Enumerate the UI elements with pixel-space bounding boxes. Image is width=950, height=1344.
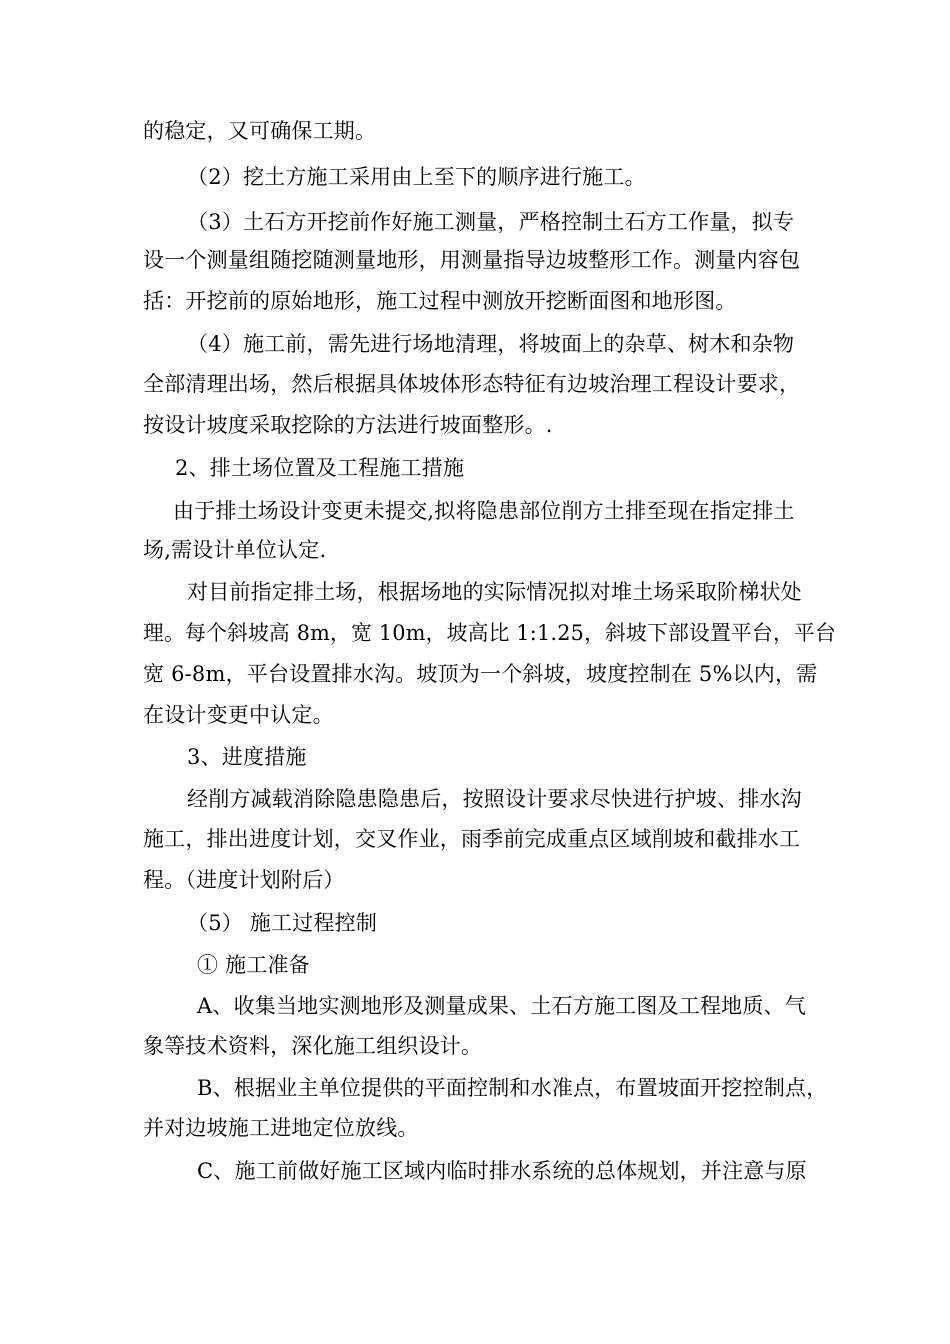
text-line: C、施工前做好施工区域内临时排水系统的总体规划，并注意与原 [197,1159,807,1183]
text-line: 在设计变更中认定。 [143,703,334,727]
text-line: 施工，排出进度计划，交叉作业，雨季前完成重点区域削坡和截排水工 [143,827,801,851]
text-line: 的稳定，又可确保工期。 [143,119,377,143]
text-line: （3）土石方开挖前作好施工测量，严格控制土石方工作量，拟专 [187,210,795,234]
text-line: ① 施工准备 [197,953,310,977]
text-line: A、收集当地实测地形及测量成果、土石方施工图及工程地质、气 [197,994,806,1018]
text-line: 程。（进度计划附后） [143,868,345,892]
text-line: 并对边坡施工进地定位放线。 [143,1116,419,1140]
text-line: 括：开挖前的原始地形，施工过程中测放开挖断面图和地形图。 [143,289,737,313]
text-line: （2）挖土方施工采用由上至下的顺序进行施工。 [187,165,646,189]
text-line: 全部清理出场，然后根据具体坡体形态特征有边坡治理工程设计要求， [143,372,801,396]
text-line: 由于排土场设计变更未提交,拟将隐患部位削方土排至现在指定排土 [173,499,795,523]
text-line: 场,需设计单位认定. [143,538,327,562]
text-line: 宽 6-8m，平台设置排水沟。坡顶为一个斜坡，坡度控制在 5%以内，需 [143,662,818,686]
text-line: 象等技术资料，深化施工组织设计。 [143,1034,483,1058]
text-line: 按设计坡度采取挖除的方法进行坡面整形。. [143,413,553,437]
text-line: 经削方减载消除隐患隐患后，按照设计要求尽快进行护坡、排水沟 [187,787,802,811]
text-line: 3、进度措施 [187,745,307,769]
text-line: 理。每个斜坡高 8m，宽 10m，坡高比 1:1.25，斜坡下部设置平台，平台 [143,621,836,645]
text-line: 设一个测量组随挖随测量地形，用测量指导边坡整形工作。测量内容包 [143,248,801,272]
text-line: （4）施工前，需先进行场地清理，将坡面上的杂草、树木和杂物 [187,332,795,356]
text-line: B、根据业主单位提供的平面控制和水准点，布置坡面开挖控制点， [197,1076,828,1100]
text-line: 对目前指定排土场，根据场地的实际情况拟对堆土场采取阶梯状处 [187,580,802,604]
text-line: （5） 施工过程控制 [187,911,378,935]
text-line: 2、排土场位置及工程施工措施 [175,456,465,480]
